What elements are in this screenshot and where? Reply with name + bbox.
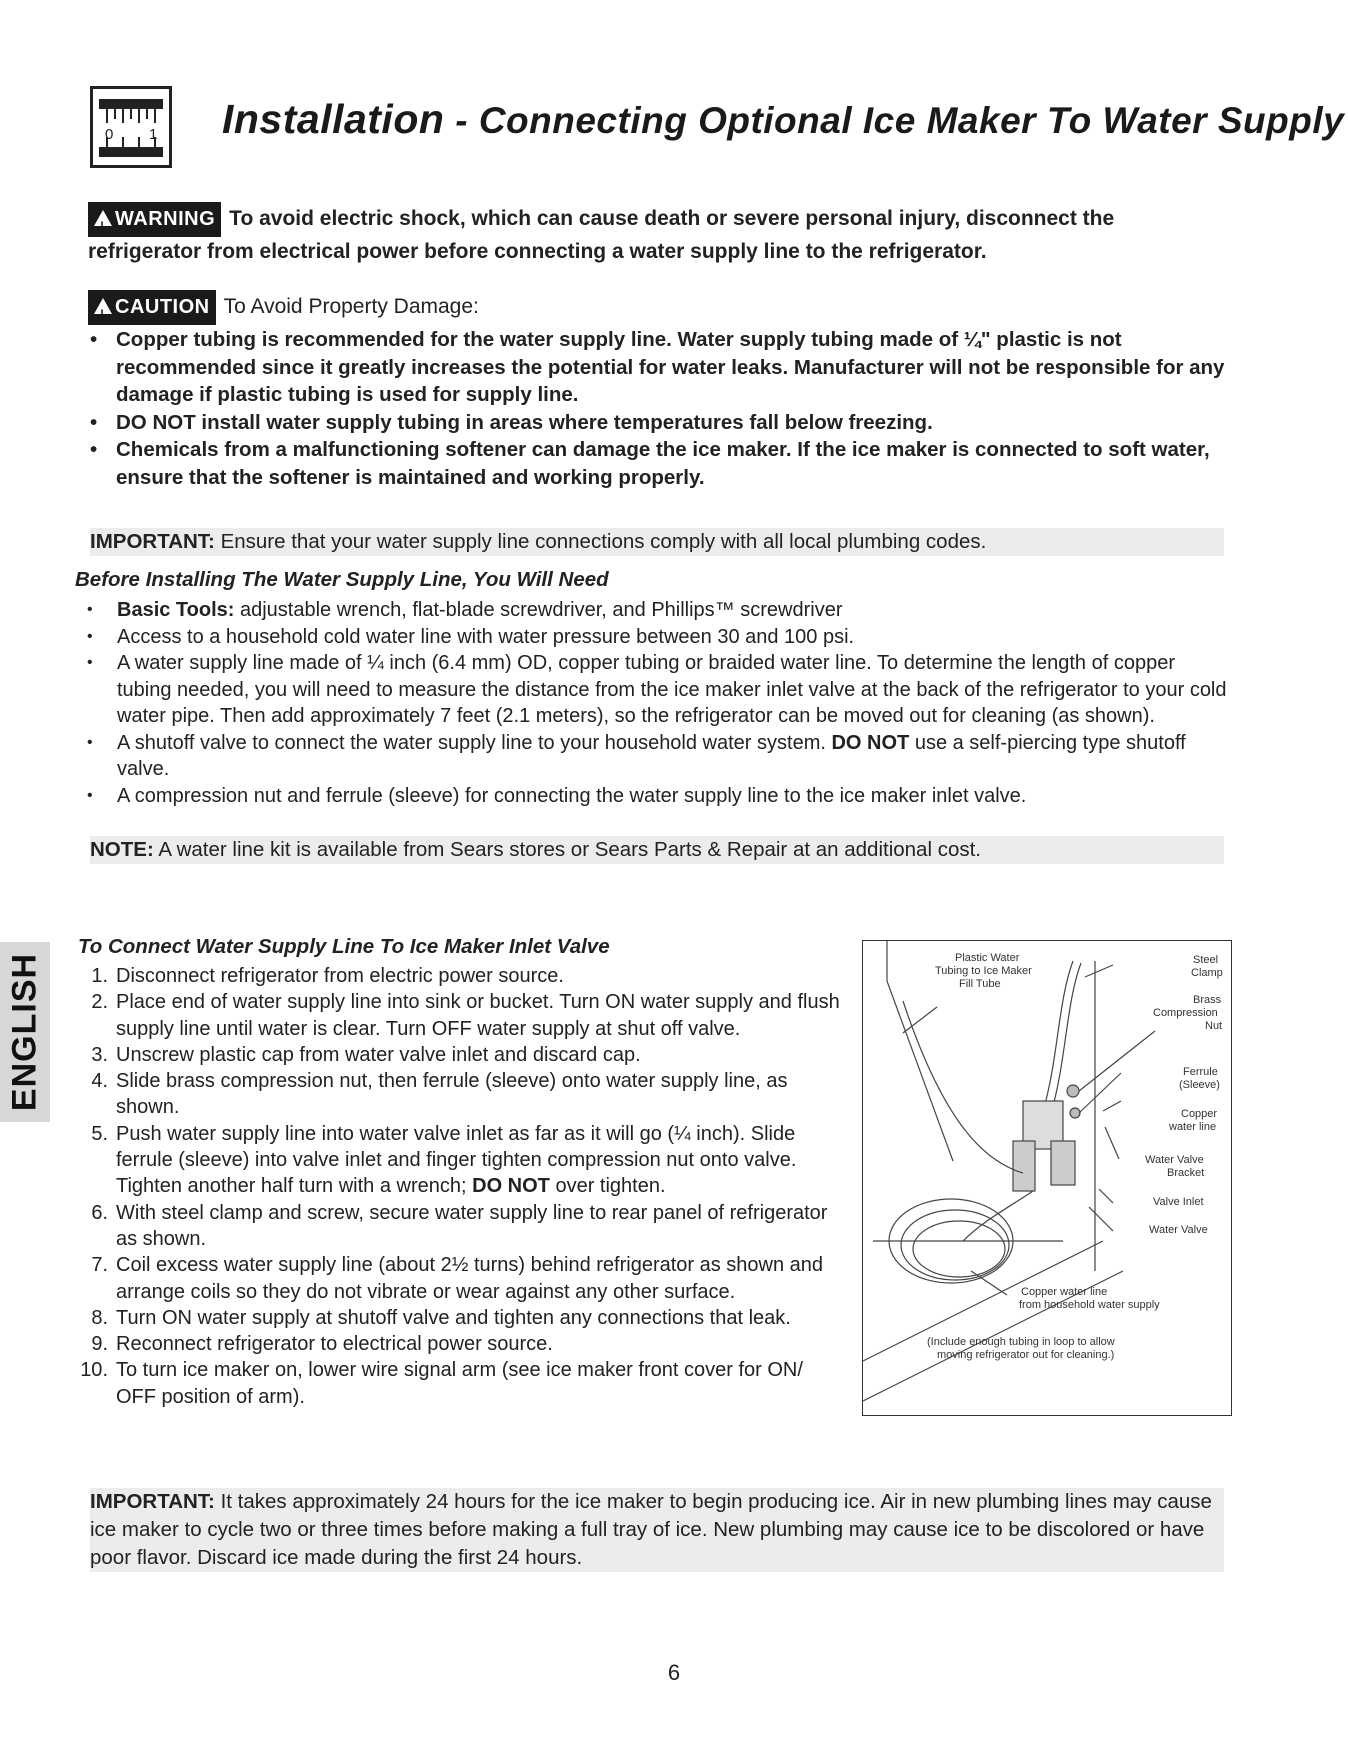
step-item [78,1305,848,1331]
label-water-valve: Water Valve [1149,1224,1208,1236]
step-number: 10 . [78,1357,108,1383]
caution-badge [88,290,216,325]
list-item-bold: DO NOT [831,731,910,754]
step-text: Coil excess water supply line (about 2½ turns) behind refrigerator as shown and arrange coils so they do not vibrate or wear against any other surface. [116,1254,824,1303]
important-label: IMPORTANT: [90,530,215,553]
water-line-diagram-graphic [863,941,1230,1414]
step-item [78,1121,848,1200]
label-household-line: from household water supply [1019,1299,1160,1311]
label-copper-line: Copper [1181,1108,1218,1120]
caution-badge-label: CAUTION [115,296,210,318]
label-brass-nut: Nut [1205,1020,1223,1032]
step-text: To turn ice maker on, lower wire signal arm (see ice maker front cover for ON/ OFF position of arm). [116,1359,803,1408]
title-subtitle: Connecting Optional Ice Maker To Water Supply [478,100,1345,141]
step-number: 1 . [78,963,108,989]
warning-badge-label: WARNING [115,208,216,230]
step-text: Place end of water supply line into sink or bucket. Turn ON water supply and flush supply line until water is clear. Turn OFF water supply at shut off valve. [116,991,840,1040]
label-fill-tube: Fill Tube [959,978,1001,990]
label-steel-clamp: Steel [1193,954,1219,966]
list-item: • A compression nut and ferrule (sleeve) for connecting the water supply line to the ice maker inlet valve. [75,783,1235,810]
label-ferrule: Ferrule [1183,1066,1218,1078]
important-text: It takes approximately 24 hours for the ice maker to begin producing ice. Air in new plumbing lines may cause ice maker to cycle two or three times before making a full tray of ice. New plumbing may cause ice to be discolored or have poor flavor. Discard ice made during the first 24 hours. [90,1490,1212,1569]
note-label: NOTE: [90,838,154,861]
step-item [78,1331,848,1357]
step-item [78,1357,848,1410]
step-text: With steel clamp and screw, secure water supply line to rear panel of refrigerator as shown. [116,1201,828,1250]
step-text: Reconnect refrigerator to electrical power source. [116,1333,553,1356]
language-side-tab-label: ENGLISH [5,952,44,1112]
caution-item: • Chemicals from a malfunctioning softener can damage the ice maker. If the ice maker is connected to soft water, ensure that the softener is maintained and working properly. [84,436,1234,491]
title-main: Installation [222,96,445,142]
steps-list [78,963,848,1410]
label-household-line: Copper water line [1021,1286,1108,1298]
caution-heading [88,290,479,325]
label-include-tubing: (Include enough tubing in loop to allow [927,1336,1115,1348]
list-item-text: A shutoff valve to connect the water supply line to your household water system. [117,731,832,754]
label-brass-nut: Brass [1193,994,1222,1006]
water-line-diagram [862,940,1232,1416]
list-item: • Access to a household cold water line with water pressure between 30 and 100 psi. [75,624,1235,651]
list-item-text: use a self-piercing type shutoff valve. [117,731,1186,780]
step-text: Turn ON water supply at shutoff valve and tighten any connections that leak. [116,1306,791,1329]
step-text: over tighten. [549,1175,666,1198]
title-separator: - [444,100,479,141]
step-item [78,989,848,1042]
step-number: 5 . [78,1121,108,1147]
requirements-list [75,597,1235,809]
label-include-tubing: moving refrigerator out for cleaning.) [937,1349,1115,1361]
step-number: 9 . [78,1331,108,1357]
important-label: IMPORTANT: [90,1490,215,1513]
warning-text: To avoid electric shock, which can cause death or severe personal injury, disconnect the refrigerator from electrical power before connecting a water supply line to the refrigerator. [88,207,1115,263]
step-number: 2 . [78,989,108,1015]
label-valve-inlet: Valve Inlet [1153,1196,1204,1208]
label-copper-line: water line [1169,1121,1217,1133]
caution-item: • DO NOT install water supply tubing in areas where temperatures fall below freezing. [84,409,1234,437]
icon-digit-1: 1 [149,126,158,143]
list-item [75,597,1235,624]
ruler-gauge-icon [90,86,172,168]
list-item-bold: Basic Tools: [117,599,235,621]
caution-list [84,326,1234,491]
important-notice-ice [90,1488,1224,1572]
page-title [222,96,1344,143]
step-text: Slide brass compression nut, then ferrule (sleeve) onto water supply line, as shown. [116,1070,788,1119]
section-heading-connect: To Connect Water Supply Line To Ice Maker Inlet Valve [78,935,610,958]
label-valve-bracket: Water Valve [1145,1154,1204,1166]
step-number: 8 . [78,1305,108,1331]
note-block [90,836,1224,864]
list-item: • A water supply line made of ¼ inch (6.4 mm) OD, copper tubing or braided water line. To determine the length of copper tubing needed, you will need to measure the distance from the ice maker inlet valve at the back of the refrigerator to your cold water pipe. Then add approximately 7 feet (2.1 meters), so the refrigerator can be moved out for cleaning (as shown). [75,650,1235,730]
alert-triangle-icon [94,210,112,226]
list-item-text: adjustable wrench, flat-blade screwdriver, and Phillips™ screwdriver [234,599,843,621]
step-item [78,1042,848,1068]
ruler-gauge-icon-graphic [93,89,169,165]
warning-badge [88,202,221,237]
label-plastic-tubing: Plastic Water [955,952,1020,964]
language-side-tab [0,942,50,1122]
step-item [78,1252,848,1305]
important-notice-codes [90,528,1224,556]
step-text: Disconnect refrigerator from electric power source. [116,965,564,987]
step-item [78,1068,848,1121]
step-text: Unscrew plastic cap from water valve inlet and discard cap. [116,1043,641,1066]
step-item [78,963,848,989]
caution-item: • Copper tubing is recommended for the water supply line. Water supply tubing made of ¼" plastic is not recommended since it greatly increases the potential for water leaks. Manufacturer will not be responsible for any damage if plastic tubing is used for supply line. [84,326,1234,409]
label-brass-nut: Compression [1153,1007,1218,1019]
step-text: Push water supply line into water valve inlet as far as it will go (¼ inch). Slide ferrule (sleeve) into valve inlet and finger tighten compression nut onto valve. Tighten another half turn with a wrench; [116,1122,797,1198]
label-plastic-tubing: Tubing to Ice Maker [935,965,1032,977]
label-valve-bracket: Bracket [1167,1167,1205,1179]
step-text-bold: DO NOT [472,1175,550,1198]
alert-triangle-icon [94,298,112,314]
icon-digit-0: 0 [105,126,114,143]
note-text: A water line kit is available from Sears stores or Sears Parts & Repair at an additional cost. [153,838,981,861]
important-text: Ensure that your water supply line connections comply with all local plumbing codes. [214,530,987,553]
list-item [75,730,1235,783]
step-number: 7 . [78,1252,108,1278]
step-number: 4 . [78,1068,108,1094]
warning-block [88,202,1218,266]
step-number: 6 . [78,1200,108,1226]
section-heading-before-installing: Before Installing The Water Supply Line, You Will Need [75,568,609,591]
step-number: 3 . [78,1042,108,1068]
page-number: 6 [667,1660,681,1685]
label-ferrule: (Sleeve) [1179,1079,1220,1091]
label-steel-clamp: Clamp [1191,967,1223,979]
caution-text: To Avoid Property Damage: [223,295,479,318]
step-item [78,1200,848,1253]
